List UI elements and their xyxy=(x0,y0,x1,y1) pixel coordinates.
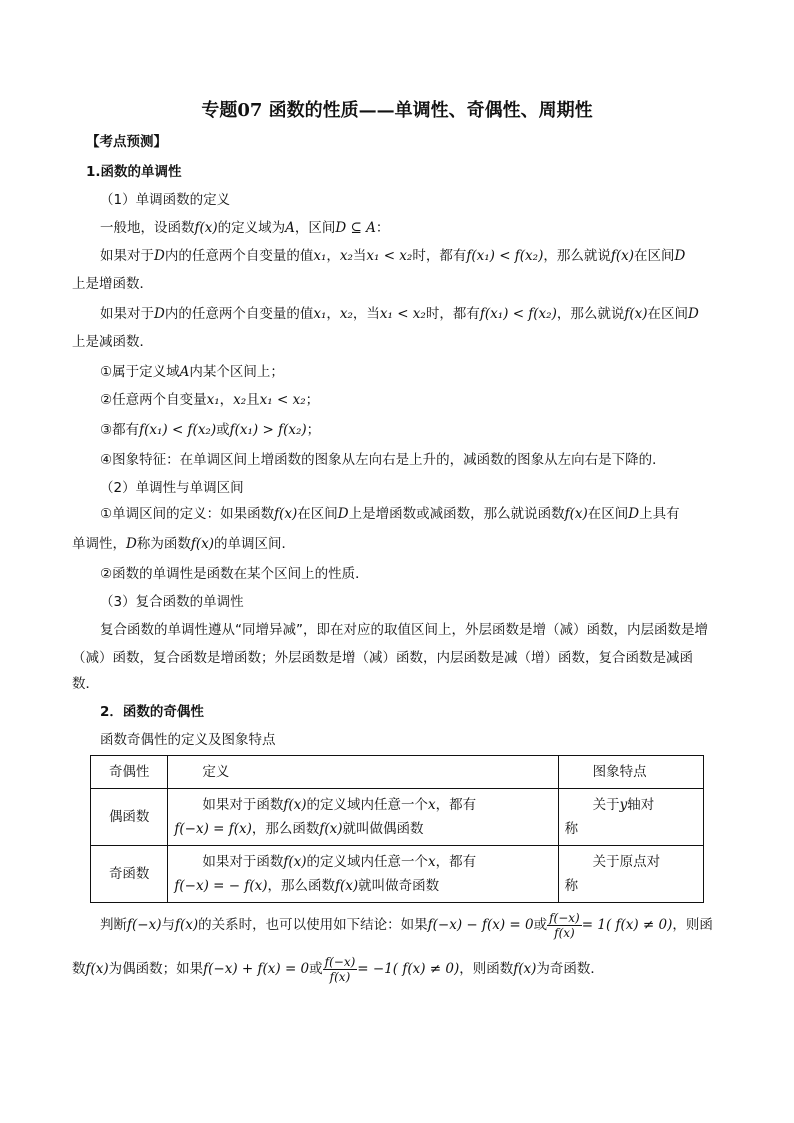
text: 如果对于函数 xyxy=(202,797,284,813)
math: f(−x) xyxy=(127,917,162,933)
math: f(x₁) < f(x₂) xyxy=(479,306,557,322)
text: ，那么函数 xyxy=(267,878,335,894)
cell-odd-definition xyxy=(168,846,558,903)
text: 为奇函数． xyxy=(536,961,604,977)
text: ； xyxy=(305,392,320,408)
odd-def-line2 xyxy=(174,874,551,898)
text: 内某个区间上； xyxy=(189,364,284,380)
subheading-composite: （3）复合函数的单调性 xyxy=(100,594,244,610)
text: 关于 xyxy=(592,797,620,813)
point-4: ④图象特征：在单调区间上增函数的图象从左向右是上升的，减函数的图象从左向右是下降的． xyxy=(100,452,666,468)
math: f(x) xyxy=(283,854,307,870)
parity-table xyxy=(90,755,704,903)
text: 就叫做偶函数 xyxy=(342,821,424,837)
odd-feature-line2: 称 xyxy=(564,878,579,894)
text: ①单调区间的定义：如果函数 xyxy=(100,506,275,522)
math: f(x) xyxy=(194,220,218,236)
decreasing-def-line2: 上是减函数． xyxy=(72,334,153,350)
text: 的单调区间． xyxy=(213,536,295,552)
math: f(x) xyxy=(85,961,109,977)
even-def-line2 xyxy=(174,817,551,841)
math: f(x) xyxy=(624,306,648,322)
increasing-def-line1 xyxy=(100,246,752,266)
math: D xyxy=(628,506,640,522)
text: 单调性， xyxy=(72,536,126,552)
math: A xyxy=(179,364,190,380)
math: y xyxy=(619,797,628,813)
math: f(x₁) < f(x₂) xyxy=(466,248,544,264)
math: A xyxy=(285,220,295,236)
text: 内的任意两个自变量的值 xyxy=(164,248,314,264)
text: ，那么函数 xyxy=(251,821,320,837)
fraction xyxy=(323,955,358,984)
text: ③都有 xyxy=(100,422,140,438)
table-header-row xyxy=(91,756,704,789)
text: ； xyxy=(306,422,321,438)
denominator: f(x) xyxy=(554,925,575,940)
text: 当 xyxy=(352,248,367,264)
text: ，则函 xyxy=(672,917,713,933)
cell-odd-name: 奇函数 xyxy=(91,846,168,903)
math: = −1( f(x) ≠ 0) xyxy=(357,961,460,977)
math: x₁ xyxy=(313,306,327,322)
math: x₁ xyxy=(206,392,220,408)
text: 上具有 xyxy=(639,506,680,522)
text: 的关系时，也可以使用如下结论：如果 xyxy=(198,917,428,933)
even-feature-line1 xyxy=(565,793,697,817)
even-def-line1 xyxy=(174,793,551,817)
text: ②任意两个自变量 xyxy=(100,392,207,408)
text: 如果对于 xyxy=(100,306,154,322)
text: ，当 xyxy=(352,306,380,322)
math: D xyxy=(337,506,349,522)
numerator: f(−x) xyxy=(549,910,580,925)
interval-def-line1 xyxy=(100,504,752,524)
math: x₂ xyxy=(339,248,353,264)
text: ： xyxy=(375,220,390,236)
even-feature-line2: 称 xyxy=(564,821,579,837)
text: 时，都有 xyxy=(425,306,480,322)
table-row-odd xyxy=(91,846,704,903)
heading-parity: 2．函数的奇偶性 xyxy=(100,704,204,720)
cell-even-feature xyxy=(558,789,703,846)
text: 在区间 xyxy=(634,248,675,264)
point-3 xyxy=(100,420,752,440)
text: 在区间 xyxy=(297,506,338,522)
text: 时，都有 xyxy=(412,248,467,264)
cell-even-definition xyxy=(168,789,558,846)
math: f(x) xyxy=(274,506,298,522)
text: 的定义域内任意一个 xyxy=(306,854,429,870)
text: 或 xyxy=(309,961,323,977)
math: = 1( f(x) ≠ 0) xyxy=(581,917,673,933)
math: D xyxy=(674,248,686,264)
decreasing-def-line1 xyxy=(100,304,752,324)
math: D xyxy=(154,306,165,322)
interval-property: ②函数的单调性是函数在某个区间上的性质． xyxy=(100,566,369,582)
text: 与 xyxy=(161,917,175,933)
math: f(x) xyxy=(319,821,343,837)
math: D xyxy=(154,248,165,264)
text: 如果对于 xyxy=(100,248,154,264)
odd-feature-line1: 关于原点对 xyxy=(592,854,661,870)
subheading-definition: （1）单调函数的定义 xyxy=(100,192,231,208)
math: f(x) xyxy=(283,797,307,813)
denominator: f(x) xyxy=(329,969,351,984)
math: x₁ xyxy=(313,248,327,264)
text: ，区间 xyxy=(294,220,336,236)
text: 一般地，设函数 xyxy=(100,220,195,236)
math: D xyxy=(688,306,699,322)
math: x₂ xyxy=(233,392,247,408)
point-1 xyxy=(100,362,752,382)
text: ，那么就说 xyxy=(556,306,625,322)
math: x₁ < x₂ xyxy=(379,306,426,322)
math: x xyxy=(428,854,436,870)
numerator: f(−x) xyxy=(324,954,356,969)
text: 就叫做奇函数 xyxy=(358,878,440,894)
text: ①属于定义域 xyxy=(100,364,180,380)
text: ， xyxy=(219,392,234,408)
increasing-def-line2: 上是增函数． xyxy=(72,276,153,292)
point-2 xyxy=(100,390,752,410)
math: f(x) xyxy=(610,248,635,264)
text: ，则函数 xyxy=(459,961,514,977)
math: x₁ < x₂ xyxy=(366,248,413,264)
text: 判断 xyxy=(100,917,127,933)
text: 上是增函数或减函数，那么就说函数 xyxy=(348,506,565,522)
text: 如果对于函数 xyxy=(202,854,284,870)
text: 在区间 xyxy=(587,506,629,522)
header-cell-definition: 定义 xyxy=(168,756,558,789)
intro-line xyxy=(100,218,752,238)
text: 在区间 xyxy=(647,306,689,322)
math: x xyxy=(428,797,436,813)
interval-def-line2 xyxy=(72,534,724,554)
text: 的定义域内任意一个 xyxy=(306,797,429,813)
text: 或 xyxy=(533,917,548,933)
text: 为偶函数；如果 xyxy=(108,961,204,977)
section-tag: 【考点预测】 xyxy=(86,134,167,150)
math: x₁ < x₂ xyxy=(259,392,306,408)
text: 数 xyxy=(72,961,86,977)
math: f(−x) = f(x) xyxy=(174,821,252,837)
text: ，那么就说 xyxy=(543,248,611,264)
text: 且 xyxy=(246,392,260,408)
math: f(x) xyxy=(334,878,359,894)
text: ， xyxy=(326,306,340,322)
math: f(x) xyxy=(564,506,588,522)
page-title: 专题07 函数的性质——单调性、奇偶性、周期性 xyxy=(201,100,593,121)
math: D xyxy=(126,536,137,552)
text: 内的任意两个自变量的值 xyxy=(164,306,314,322)
table-row-even xyxy=(91,789,704,846)
text: 轴对 xyxy=(627,797,655,813)
math: f(−x) + f(x) = 0 xyxy=(203,961,310,977)
header-cell-feature: 图象特点 xyxy=(558,756,703,789)
math: f(−x) − f(x) = 0 xyxy=(427,917,534,933)
math: f(x) xyxy=(190,536,214,552)
odd-def-line1 xyxy=(174,850,551,874)
text: 称为函数 xyxy=(136,536,191,552)
cell-even-name: 偶函数 xyxy=(91,789,168,846)
math: D ⊆ A xyxy=(335,220,376,236)
judge-line1 xyxy=(100,908,752,942)
math: f(x₁) > f(x₂) xyxy=(229,422,307,438)
math: f(−x) = − f(x) xyxy=(174,878,268,894)
math: f(x₁) < f(x₂) xyxy=(139,422,217,438)
text: ，都有 xyxy=(435,797,477,813)
text: ， xyxy=(326,248,340,264)
text: ，都有 xyxy=(435,854,477,870)
composite-line2: （减）函数，复合函数是增函数；外层函数是增（减）函数，内层函数是减（增）函数，复合函数是减函 xyxy=(72,650,693,666)
cell-odd-feature xyxy=(558,846,703,903)
header-cell-parity: 奇偶性 xyxy=(91,756,168,789)
math: x₂ xyxy=(339,306,353,322)
table-caption: 函数奇偶性的定义及图象特点 xyxy=(100,732,276,748)
fraction xyxy=(547,911,582,940)
subheading-interval: （2）单调性与单调区间 xyxy=(100,480,244,496)
text: 或 xyxy=(216,422,230,438)
composite-line1: 复合函数的单调性遵从“同增异减”，即在对应的取值区间上，外层函数是增（减）函数，内层函数是增 xyxy=(100,622,708,638)
text: 的定义域为 xyxy=(217,220,286,236)
composite-line3: 数． xyxy=(72,676,99,692)
judge-line2 xyxy=(72,952,724,986)
math: f(x) xyxy=(174,917,199,933)
math: f(x) xyxy=(513,961,537,977)
heading-monotonicity: 1.函数的单调性 xyxy=(86,164,182,180)
